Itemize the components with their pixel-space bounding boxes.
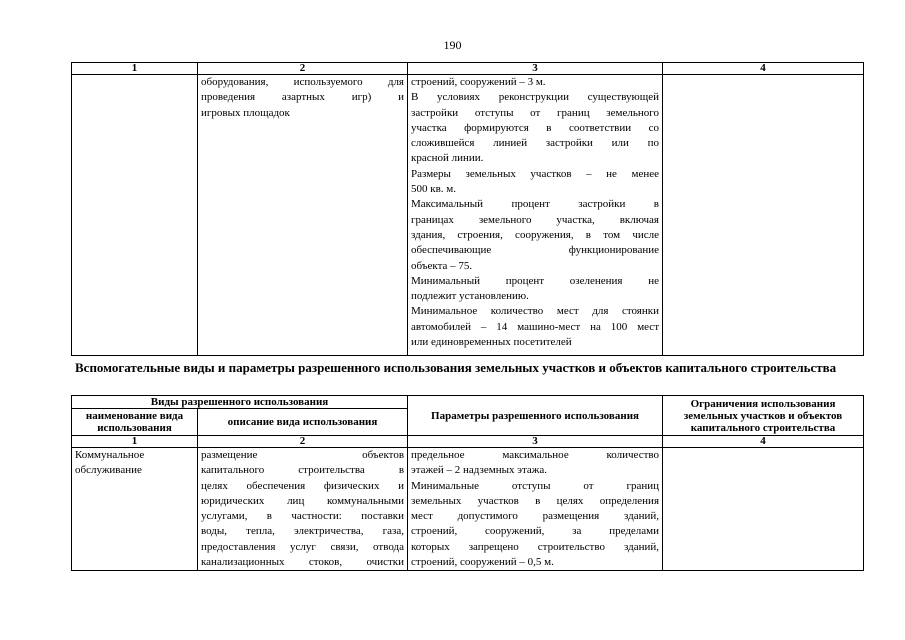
text-line: проведения азартных игр) и <box>201 91 404 104</box>
cell-limitations <box>663 75 864 356</box>
text-line: которых запрещено строительство зданий, <box>411 540 660 553</box>
text-line: Минимальные отступы от границ <box>411 479 660 492</box>
text-line: мест допустимого размещения зданий, <box>411 510 660 523</box>
text-line: участка формируются в соответствии со <box>411 121 659 134</box>
text-line: игровых площадок <box>201 106 290 119</box>
text-line: сложившейся линией застройки или по <box>411 137 659 150</box>
header-use-name: наименование вида использования <box>72 409 198 436</box>
text-line: обслуживание <box>75 464 142 477</box>
cell-parameters <box>408 75 663 356</box>
auxiliary-uses-table <box>71 395 864 571</box>
col-num-1: 1 <box>72 436 198 448</box>
text-line: здания, строения, сооружения, в том числе <box>411 228 659 241</box>
text-line: Минимальный процент озеленения не <box>411 274 659 287</box>
cell-name <box>72 75 198 356</box>
cell-description <box>198 75 408 356</box>
text-line: Размеры земельных участков – не менее <box>411 167 659 180</box>
text-line: красной линии. <box>411 152 484 165</box>
text-line: оборудования, используемого для <box>201 76 404 88</box>
text-line: строений, сооружений – 0,5 м. <box>411 556 554 569</box>
text-line: услугами, в частности: поставки <box>201 510 405 523</box>
text-line: Минимальное количество мест для стоянки <box>411 305 659 318</box>
text-line: этажей – 2 надземных этажа. <box>411 464 548 477</box>
text-line: строений, сооружений, за пределами <box>411 525 660 538</box>
text-line: земельных участков в целях определения <box>411 494 660 507</box>
text-line: юридических лиц коммунальными <box>201 494 405 507</box>
text-line: застройки отступы от границ земельного <box>411 106 659 119</box>
header-parameters: Параметры разрешенного использования <box>408 396 663 436</box>
header-row-1 <box>72 396 864 409</box>
text-line: объекта – 75. <box>411 259 473 272</box>
text-line: Максимальный процент застройки в <box>411 198 659 211</box>
table-row <box>72 75 864 356</box>
col-num-1: 1 <box>72 63 198 75</box>
text-line: В условиях реконструкции существующей <box>411 91 659 104</box>
text-line: предоставления услуг связи, отвода <box>201 540 405 553</box>
text-line: канализационных стоков, очистки <box>201 556 405 569</box>
page-number: 190 <box>443 38 462 52</box>
text-line: воды, тепла, электричества, газа, <box>201 525 405 538</box>
column-number-row <box>72 436 864 448</box>
col-num-4: 4 <box>663 63 864 75</box>
cell-description <box>198 448 408 571</box>
column-number-row <box>72 63 864 75</box>
section-title: Вспомогательные виды и параметры разрешенного использования земельных участков и объектов капитального строительства <box>75 360 837 375</box>
text-line: подлежит установлению. <box>411 290 529 303</box>
continuation-table <box>71 62 864 356</box>
cell-name <box>72 448 198 571</box>
cell-limitations <box>663 448 864 571</box>
header-use-description: описание вида использования <box>198 409 408 436</box>
text-line: автомобилей – 14 машино-мест на 100 мест <box>411 320 659 333</box>
text-line: предельное максимальное количество <box>411 449 660 461</box>
text-line: обеспечивающие функционирование <box>411 244 659 257</box>
text-line: капитального строительства в <box>201 464 405 477</box>
text-line: 500 кв. м. <box>411 183 456 196</box>
table-row <box>72 448 864 571</box>
text-line: Коммунальное <box>75 449 145 461</box>
text-line: границах земельного участка, включая <box>411 213 659 226</box>
header-uses-group: Виды разрешенного использования <box>72 396 408 409</box>
text-line: целях обеспечения физических и <box>201 479 405 492</box>
text-line: строений, сооружений – 3 м. <box>411 76 546 88</box>
cell-parameters <box>408 448 663 571</box>
text-line: или единовременных посетителей <box>411 336 572 349</box>
header-limitations: Ограничения использования земельных участков и объектов капитального строительства <box>663 396 864 436</box>
col-num-3: 3 <box>408 436 663 448</box>
text-line: размещение объектов <box>201 449 405 461</box>
col-num-4: 4 <box>663 436 864 448</box>
col-num-3: 3 <box>408 63 663 75</box>
col-num-2: 2 <box>198 436 408 448</box>
col-num-2: 2 <box>198 63 408 75</box>
